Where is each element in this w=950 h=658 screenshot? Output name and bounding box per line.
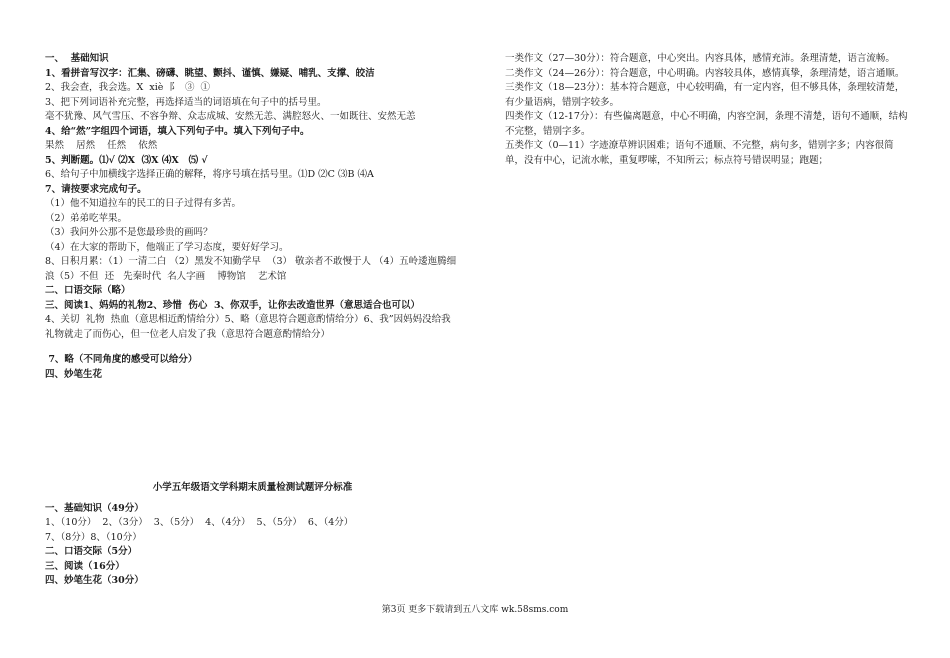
section-writing-heading: 四、妙笔生花 [45, 368, 103, 380]
scoring-standard-title: 小学五年级语文学科期末质量检测试题评分标准 [152, 482, 353, 493]
answer-line-7: 7、请按要求完成句子。 [45, 183, 147, 195]
answer-line-1: 1、看拼音写汉字：汇集、磅礴、眺望、颤抖、谨慎、嫌疑、哺乳、支撑、皎洁 [45, 67, 375, 79]
page-footer: 第3页 更多下载请到五八文库 wk.58sms.com [381, 605, 569, 615]
section-reading-answer: 三、阅读1、妈妈的礼物2、珍惜 伤心 3、你双手，让你去改造世界（意思适合也可以） [45, 299, 421, 311]
essay-grade-3: 三类作文（18—23分）：基本符合题意，中心较明确，有一定内容，但不够具体，条理较清楚，有少量语病，错别字较多。 [505, 82, 905, 108]
answer-line-4-words: 果然 居然 任然 依然 [45, 140, 158, 151]
reading-answer-7: 7、略（不同角度的感受可以给分） [45, 354, 198, 365]
answer-line-8: 8、日积月累：（1）一清二白 （2）黑发不知勤学早 （3） 敬亲者不敢慢于人 （4）五岭逶迤腾细浪（5）不但 还 先秦时代 名人字画 博物馆 艺术馆 [45, 256, 457, 282]
essay-grade-1: 一类作文（27—30分）：符合题意，中心突出。内容具体，感情充沛。条理清楚，语言流畅。 [505, 53, 895, 64]
scoring-line-basic: 一、基础知识（49分） [45, 502, 144, 514]
answer-line-3: 3、把下列词语补充完整，再选择适当的词语填在句子中的括号里。 [45, 96, 327, 108]
answer-line-7-4: （4）在大家的帮助下，他端正了学习态度，要好好学习。 [45, 241, 289, 253]
answer-line-3-words: 毫不犹豫、风气雪压、不容争辩、众志成城、安然无恙、满腔怒火、一如既往、安然无恙 [45, 111, 416, 122]
scoring-line-items: 1、（10分） 2、（3分） 3、（5分） 4、（4分） 5、（5分） 6、（4分） [45, 517, 354, 528]
reading-answer-4-6: 4、关切 礼物 热血（意思相近酌情给分）5、略（意思符合题意酌情给分）6、我”因妈妈没给我礼物就走了而伤心，但一位老人启发了我（意思符合题意酌情给分） [45, 314, 451, 340]
answer-line-4: 4、给“然”字组四个词语，填入下列句子中。填入下列句子中。 [45, 125, 310, 137]
answer-line-7-1: （1）他不知道拉车的民工的日子过得有多苦。 [45, 198, 242, 209]
essay-grade-2: 二类作文（24—26分）：符合题意，中心明确。内容较具体，感情真挚，条理清楚，语言通顺。 [505, 67, 905, 79]
answer-line-7-3: （3）我问外公那不是您最珍贵的画吗？ [45, 227, 213, 238]
answer-line-2: 2、我会查，我会选。X xiè 阝 ③ ① [45, 82, 210, 93]
essay-grading-column [505, 52, 910, 168]
section-basic-heading: 一、 基础知识 [45, 53, 109, 64]
scoring-line-items-2: 7、（8分）8、（10分） [45, 531, 142, 543]
essay-grade-5: 五类作文（0—11）字迹潦草辨识困难；语句不通顺、不完整，病句多，错别字多；内容很简单，没有中心，记流水帐，重复啰嗦，不知所云；标点符号错误明显；跑题； [505, 140, 894, 166]
scoring-line-reading: 三、阅读（16分） [45, 560, 125, 572]
answer-key-column [45, 52, 460, 589]
section-oral-heading: 二、口语交际（略） [45, 285, 131, 296]
answer-line-7-2: （2）弟弟吃苹果。 [45, 212, 128, 224]
scoring-line-writing: 四、妙笔生花（30分） [45, 575, 144, 586]
essay-grade-4: 四类作文（12-17分）：有些偏离题意，中心不明确，内容空洞，条理不清楚，语句不通顺，结构不完整，错别字多。 [505, 111, 908, 137]
answer-line-5: 5、判断题。⑴√ ⑵X ⑶X ⑷X ⑸ √ [45, 154, 208, 166]
scoring-line-oral: 二、口语交际（5分） [45, 546, 138, 557]
answer-line-6: 6、给句子中加横线字选择正确的解释，将序号填在括号里。⑴D ⑵C ⑶B ⑷A [45, 169, 374, 180]
